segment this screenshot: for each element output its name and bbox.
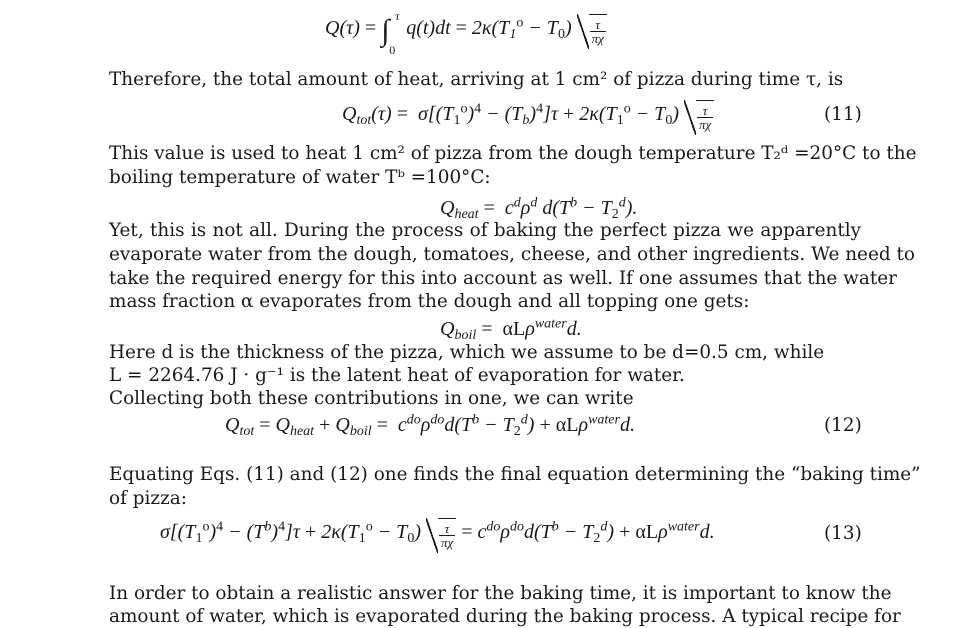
equation-12: $Q_{tot} = Q_{heat} + Q_{boil} = c^{do}\rho^{do}d(T^b - T_2^d) + \alpha L\rho^{water}d$.	[225, 412, 635, 440]
paragraph-line: L = 2264.76 J · g⁻¹ is the latent heat of evaporation for water.	[109, 365, 685, 386]
paragraph-line: Yet, this is not all. During the process of baking the perfect pizza we apparently	[109, 220, 861, 241]
equation-11: $Q_{tot}(\tau) = \sigma[(T_1^o)^4 - (T_b)^4]\tau + 2\kappa(T_1^o - T_0)$ $\frac{\tau}{\pi\chi}$	[342, 100, 714, 131]
equation-q-tau: Q(τ) = ∫ τ 0 $q(t)dt = 2\kappa(T_1^o - T_0)$ $\frac{\tau}{\pi\chi}$	[325, 14, 607, 45]
paragraph-line: take the required energy for this into account as well. If one assumes that the water	[109, 268, 897, 289]
paragraph-line: In order to obtain a realistic answer for the baking time, it is important to know the	[109, 583, 892, 604]
equation-text-alternatives	[0, 0, 1, 1]
equation-13: $\sigma[(T_1^o)^4 - (T^b)^4]\tau + 2\kappa(T_1^o - T_0)$ $\frac{\tau}{\pi\chi}$ = $c^{do}\rho^{do}d(T^b - T_2^d) + \alpha L\rho^{water}d$.	[160, 519, 715, 550]
paragraph-line: Equating Eqs. (11) and (12) one finds the final equation determining the “baking time”	[109, 464, 921, 485]
paragraph-line: evaporate water from the dough, tomatoes, cheese, and other ingredients. We need to	[109, 244, 915, 265]
paragraph-line: Collecting both these contributions in one, we can write	[109, 388, 634, 409]
paragraph-line: Therefore, the total amount of heat, arriving at 1 cm² of pizza during time τ, is	[109, 69, 844, 90]
paragraph-line: of pizza:	[109, 488, 187, 509]
equation-number-11: (11)	[824, 104, 862, 125]
equation-q-boil: $Q_{boil} = \alpha L\rho^{water}d$.	[440, 316, 582, 344]
paragraph-line: Here d is the thickness of the pizza, which we assume to be d=0.5 cm, while	[109, 342, 825, 363]
paragraph-line: boiling temperature of water Tᵇ =100°C:	[109, 167, 491, 188]
equation-number-13: (13)	[824, 523, 862, 544]
equation-q-heat: $Q_{heat} = c^d\rho^d$ $d(T^b - T_2^d)$.	[440, 195, 638, 223]
equation-q-text	[0, 0, 1, 1]
paragraph-line: mass fraction α evaporates from the dough and all topping one gets:	[109, 291, 750, 312]
paragraph-line: This value is used to heat 1 cm² of pizza from the dough temperature T₂ᵈ =20°C to the	[109, 143, 917, 164]
equation-number-12: (12)	[824, 415, 862, 436]
paragraph-line: amount of water, which is evaporated during the baking process. A typical recipe for	[109, 606, 901, 627]
